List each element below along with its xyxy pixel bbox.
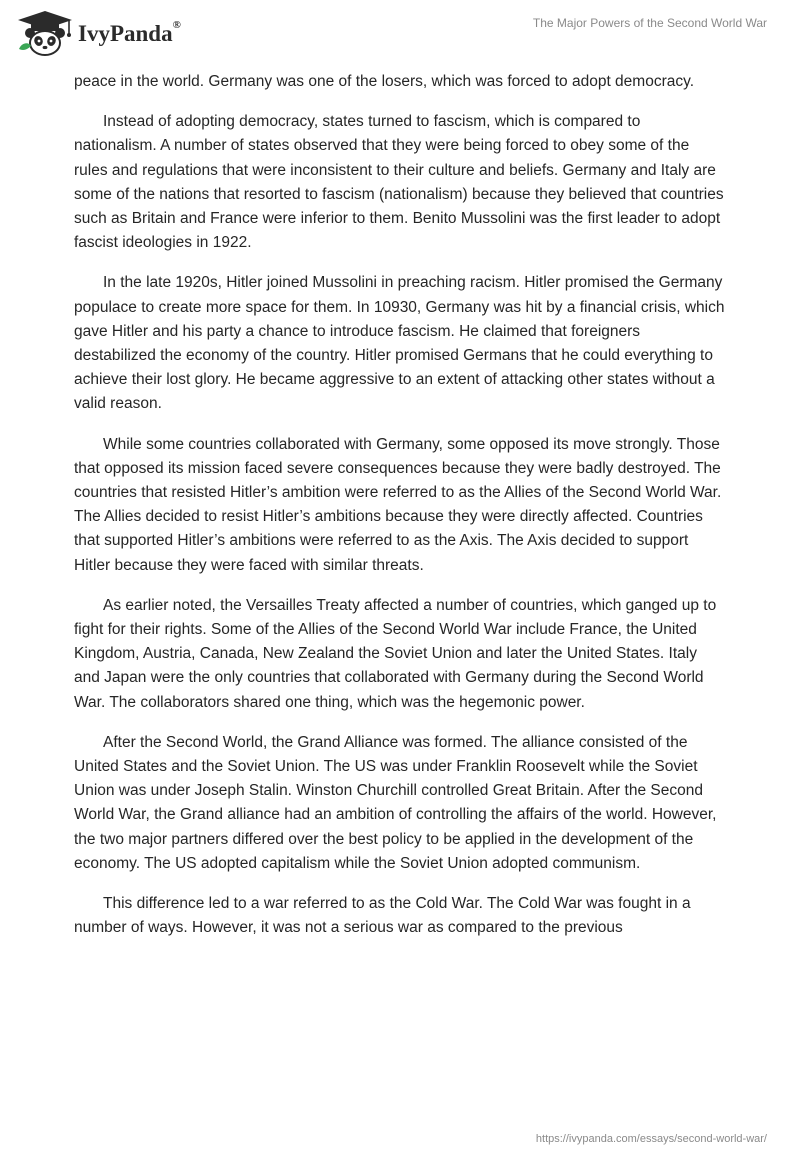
panda-graduate-icon	[14, 8, 76, 58]
page-header	[0, 0, 800, 70]
document-title: The Major Powers of the Second World War	[532, 16, 767, 30]
ivypanda-logo[interactable]	[14, 8, 181, 58]
brand-name: IvyPanda®	[78, 19, 181, 46]
source-url[interactable]: https://ivypanda.com/essays/second-world-war/	[535, 1133, 767, 1145]
paragraph: In the late 1920s, Hitler joined Mussolini in preaching racism. Hitler promised the Germany populace to create more space for them. In 10930, Germany was hit by a financial crisis, which gave Hitler and his party a chance to introduce fascism. He claimed that foreigners destabilized the economy of the country. Hitler promised Germans that he could everything to achieve their lost glory. He became aggressive to an extent of attacking other states without a valid reason.	[74, 274, 725, 413]
essay-body	[74, 70, 726, 957]
paragraph: peace in the world. Germany was one of the losers, which was forced to adopt democracy.	[74, 73, 695, 90]
paragraph: Instead of adopting democracy, states turned to fascism, which is compared to nationalism. A number of states observed that they were being forced to obey some of the rules and regulations that were inconsistent to their culture and beliefs. Germany and Italy are some of the nations that resorted to fascism (nationalism) because they believed that countries such as Britain and France were inferior to them. Benito Mussolini was the first leader to adopt fascist ideologies in 1922.	[74, 113, 724, 252]
paragraph: While some countries collaborated with Germany, some opposed its move strongly. Those that opposed its mission faced severe consequences because they were badly destroyed. The countries that resisted Hitler’s ambition were referred to as the Allies of the Second World War. The Allies decided to resist Hitler’s ambitions because they were directly affected. Countries that supported Hitler’s ambitions were referred to as the Axis. The Axis decided to support Hitler because they were faced with similar threats.	[74, 435, 722, 574]
paragraph: As earlier noted, the Versailles Treaty affected a number of countries, which ganged up to fight for their rights. Some of the Allies of the Second World War include France, the United Kingdom, Austria, Canada, New Zealand the Soviet Union and later the United States. Italy and Japan were the only countries that collaborated with Germany during the Second World War. The collaborators shared one thing, which was the hegemonic power.	[74, 596, 717, 711]
paragraph: This difference led to a war referred to as the Cold War. The Cold War was fought in a number of ways. However, it was not a serious war as compared to the previous	[74, 895, 691, 937]
paragraph: After the Second World, the Grand Alliance was formed. The alliance consisted of the United States and the Soviet Union. The US was under Franklin Roosevelt while the Soviet Union was under Joseph Stalin. Winston Churchill controlled Great Britain. After the Second World War, the Grand alliance had an ambition of controlling the affairs of the world. However, the two major partners differed over the best policy to be applied in the development of the economy. The US adopted capitalism while the Soviet Union adopted communism.	[74, 733, 717, 872]
